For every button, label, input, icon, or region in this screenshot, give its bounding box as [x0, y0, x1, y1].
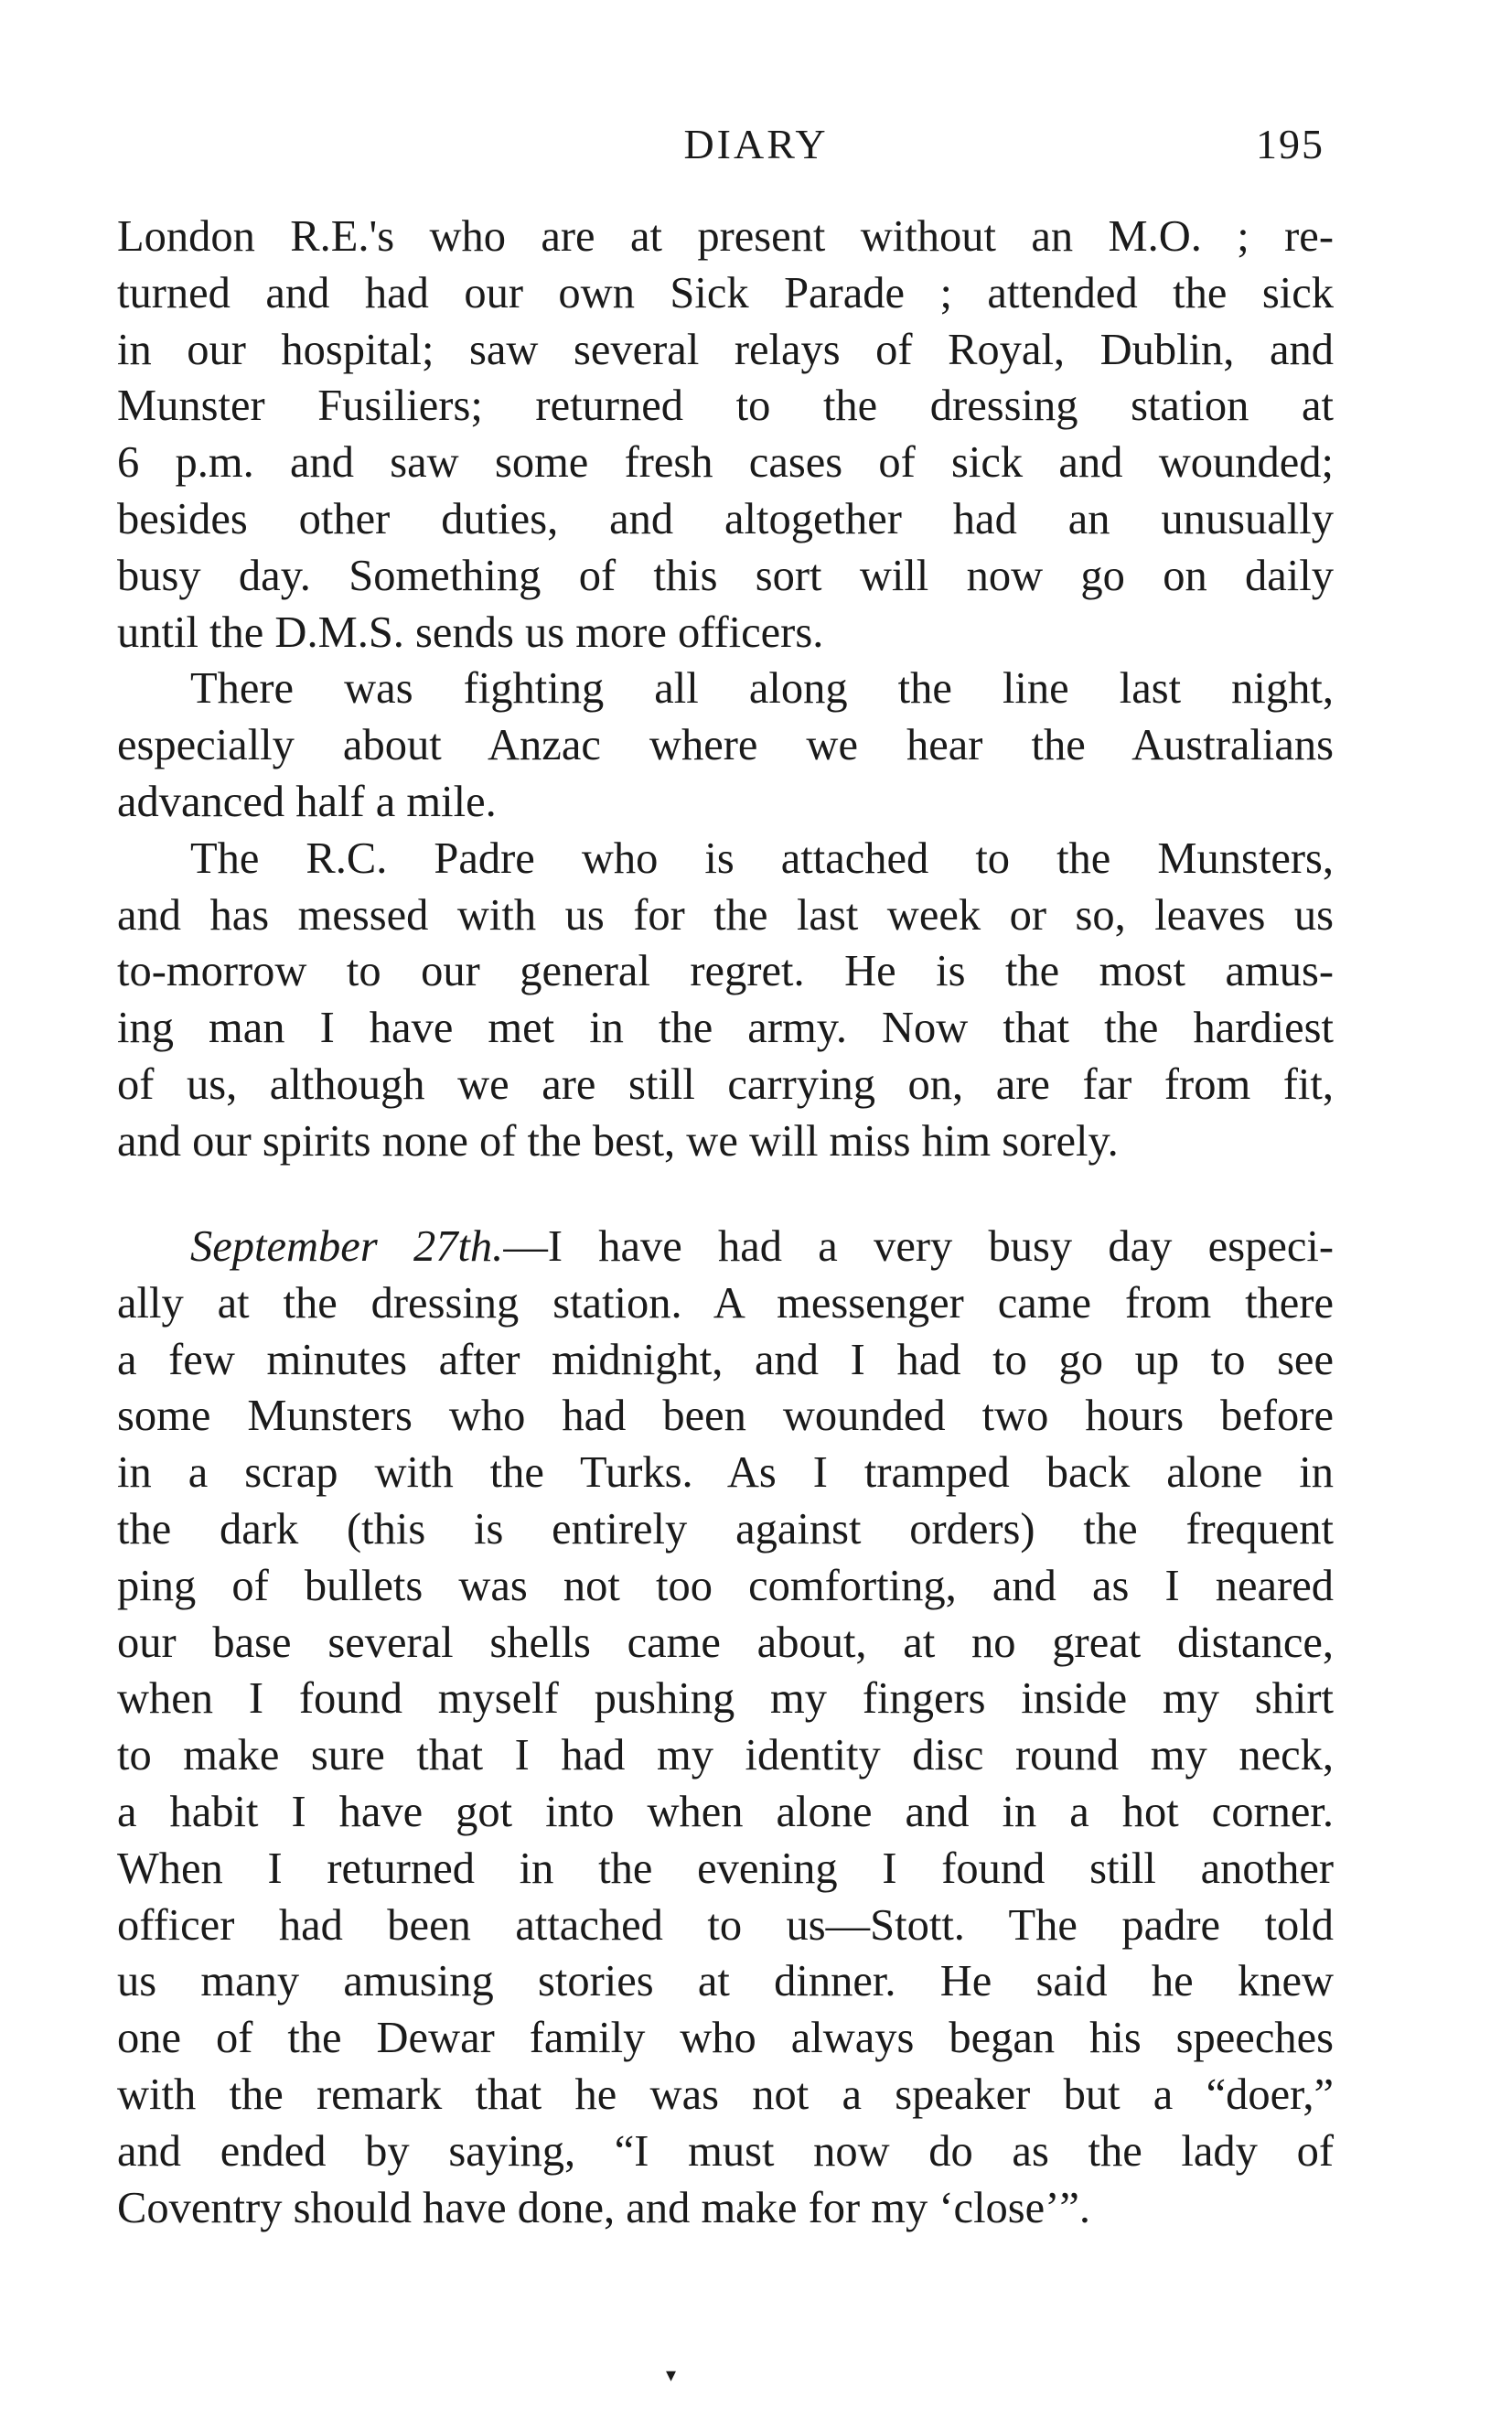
text-line: in our hospital; saw several relays of Royal, Dublin, and [117, 325, 1334, 374]
text-line: to-morrow to our general regret. He is the most amus- [117, 947, 1334, 996]
page-title: DIARY [683, 121, 829, 167]
text-line: ally at the dressing station. A messenger came from there [117, 1278, 1334, 1328]
text-line: to make sure that I had my identity disc round my neck, [117, 1731, 1334, 1780]
text-line: 6 p.m. and saw some fresh cases of sick and wounded; [117, 438, 1334, 488]
text-line: and our spirits none of the best, we will miss him sorely. [117, 1116, 1119, 1166]
text-line: a few minutes after midnight, and I had to go up to see [117, 1335, 1334, 1384]
text-line: one of the Dewar family who always began his speeches [117, 2014, 1334, 2063]
entry-first-line [117, 1219, 1334, 1275]
page-number: 195 [1256, 121, 1324, 167]
text-line: when I found myself pushing my fingers inside my shirt [117, 1674, 1334, 1724]
text-line: especially about Anzac where we hear the Australians [117, 721, 1334, 770]
text-line: us many amusing stories at dinner. He said he knew [117, 1957, 1334, 2006]
text-line: The R.C. Padre who is attached to the Munsters, [190, 833, 1334, 883]
text-line: ping of bullets was not too comforting, and as I neared [117, 1561, 1334, 1610]
text-line: There was fighting all along the line last night, [190, 664, 1334, 714]
text-line: in a scrap with the Turks. As I tramped back alone in [117, 1448, 1334, 1498]
diary-entry-september-27 [117, 1219, 1334, 2236]
diary-text-first [117, 209, 1334, 1170]
text-line: Coventry should have done, and make for my ‘close’”. [117, 2183, 1090, 2232]
text-line: a habit I have got into when alone and in a hot corner. [117, 1787, 1334, 1836]
text-line: some Munsters who had been wounded two hours before [117, 1392, 1334, 1441]
text-line: with the remark that he was not a speaker but a “doer,” [117, 2070, 1334, 2119]
text-line: advanced half a mile. [117, 777, 497, 826]
entry-first-line-text: —I have had a very busy day especi- [503, 1222, 1334, 1271]
text-line: of us, although we are still carrying on, are far from fit, [117, 1059, 1334, 1109]
running-head [0, 117, 1512, 172]
text-line: our base several shells came about, at no great distance, [117, 1618, 1334, 1667]
text-line: Munster Fusiliers; returned to the dressing station at [117, 382, 1334, 431]
text-line: and has messed with us for the last week or so, leaves us [117, 890, 1334, 940]
text-line: the dark (this is entirely against orders) the frequent [117, 1504, 1334, 1554]
text-line: busy day. Something of this sort will now go on daily [117, 551, 1334, 600]
text-line: officer had been attached to us—Stott. The padre told [117, 1900, 1334, 1950]
text-line: When I returned in the evening I found still another [117, 1844, 1334, 1893]
text-line: besides other duties, and altogether had an unusually [117, 494, 1334, 543]
end-mark-dot: ▾ [666, 2363, 677, 2386]
text-line: London R.E.'s who are at present without an M.O. ; re- [117, 212, 1334, 261]
text-line: ing man I have met in the army. Now that the hardiest [117, 1004, 1334, 1053]
text-line: and ended by saying, “I must now do as the lady of [117, 2126, 1334, 2176]
text-line: turned and had our own Sick Parade ; attended the sick [117, 268, 1334, 317]
entry-date: September 27th. [190, 1222, 504, 1271]
text-line: until the D.M.S. sends us more officers. [117, 608, 824, 657]
